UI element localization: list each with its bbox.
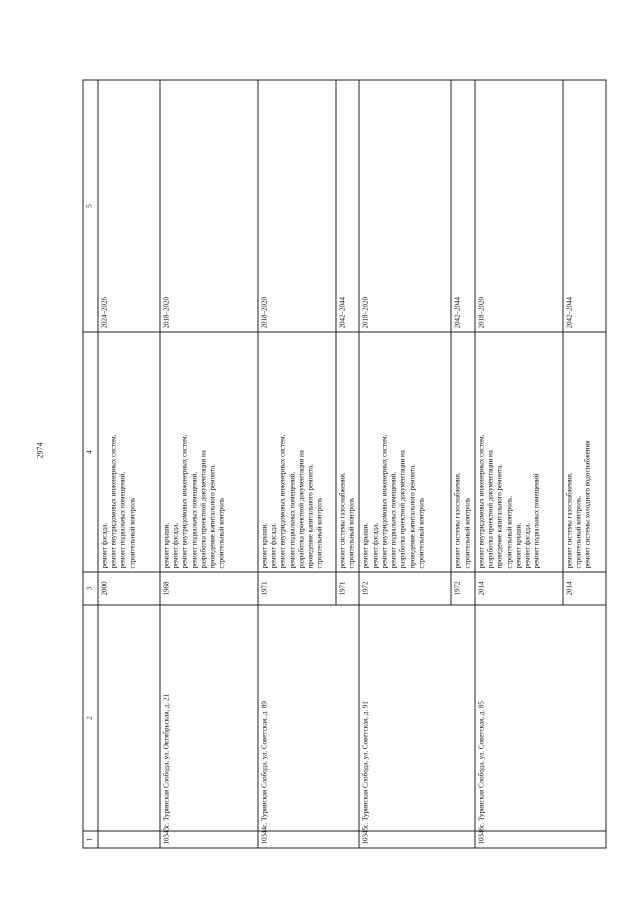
work-line: ремонт подвальных помещений: [532, 473, 541, 568]
year-cell: 1971: [336, 572, 359, 605]
works-cell: [562, 332, 605, 572]
address-cell: с. Туринская Слобода, ул. Советская, д. 89: [258, 605, 359, 831]
work-line: строительный контроль: [217, 497, 226, 568]
work-line: проведение капитального ремонта,: [495, 463, 504, 568]
work-line: ремонт крыши,: [513, 522, 522, 568]
page-number: 2974: [35, 442, 45, 459]
period-cell: 2042–2044: [562, 80, 605, 332]
works-cell: [336, 332, 359, 572]
row-number-cell: 10344.: [258, 831, 359, 848]
work-line: проведение капитального ремонта,: [407, 463, 416, 568]
work-line: строительный контроль: [315, 497, 324, 568]
work-line: ремонт фасада,: [523, 522, 532, 568]
work-line: ремонт системы газоснабжения,: [338, 471, 346, 568]
work-line: ремонт крыши,: [162, 522, 170, 568]
work-line: ремонт фасада,: [269, 522, 278, 568]
column-header-3: 3: [83, 572, 98, 605]
work-line: ремонт внутридомовых инженерных систем,: [379, 434, 388, 568]
work-line: разработка проектной документации на: [296, 449, 305, 568]
column-header-4: 4: [83, 332, 98, 572]
work-line: строительный контроль,: [574, 495, 583, 568]
period-cell: 2042–2044: [336, 80, 359, 332]
address-cell: с. Туринская Слобода, ул. Октябрьская, д. 21: [160, 605, 258, 831]
works-cell: [451, 332, 474, 572]
work-line: проведение капитального ремонта,: [306, 463, 315, 568]
work-line: ремонт системы газоснабжения,: [564, 471, 573, 568]
table-row: [98, 80, 160, 848]
work-line: строительный контроль: [347, 497, 356, 568]
works-cell: [160, 332, 258, 572]
works-cell: [474, 332, 562, 572]
period-cell: 2042–2044: [451, 80, 474, 332]
work-line: ремонт внутридомовых инженерных систем,: [278, 434, 287, 568]
year-cell: 1972: [359, 572, 451, 605]
address-cell: с. Туринская Слобода, ул. Советская, д. 85: [474, 605, 605, 831]
column-number-row: [83, 80, 98, 848]
row-number-cell: 10343.: [160, 831, 258, 848]
work-line: строительный контроль: [462, 497, 471, 568]
work-line: ремонт внутридомовых инженерных систем,: [109, 434, 118, 568]
works-cell: [359, 332, 451, 572]
work-line: строительный контроль,: [504, 495, 513, 568]
work-line: ремонт фасада,: [100, 522, 108, 568]
table-wrapper: [82, 80, 599, 848]
work-line: разработка проектной документации на: [198, 449, 207, 568]
table-row: [474, 80, 562, 848]
work-line: ремонт подвальных помещений,: [118, 471, 127, 568]
row-number-cell: 10345.: [359, 831, 474, 848]
work-line: ремонт системы холодного водоснабжения: [583, 440, 592, 568]
year-cell: 1972: [451, 572, 474, 605]
works-cell: [98, 332, 160, 572]
year-cell: 2000: [98, 572, 160, 605]
work-line: ремонт системы газоснабжения,: [453, 471, 462, 568]
work-line: строительный контроль: [416, 497, 425, 568]
work-line: ремонт подвальных помещений,: [287, 471, 296, 568]
address-cell: [98, 605, 160, 831]
table-row: [160, 80, 258, 848]
year-cell: 2014: [474, 572, 562, 605]
row-number-cell: [98, 831, 160, 848]
period-cell: 2018–2020: [160, 80, 258, 332]
works-cell: [258, 332, 336, 572]
period-cell: 2018–2020: [359, 80, 451, 332]
rotated-table-container: [82, 80, 599, 848]
work-line: ремонт подвальных помещений,: [389, 471, 398, 568]
work-line: строительный контроль: [127, 497, 136, 568]
work-line: ремонт крыши,: [361, 522, 370, 568]
period-cell: 2024–2026: [98, 80, 160, 332]
year-cell: 2014: [562, 572, 605, 605]
year-cell: 1968: [160, 572, 258, 605]
period-cell: 2018–2020: [258, 80, 336, 332]
repair-schedule-table: [82, 79, 606, 848]
column-header-1: 1: [83, 831, 98, 848]
work-line: ремонт фасада,: [370, 522, 379, 568]
period-cell: 2018–2020: [474, 80, 562, 332]
address-cell: с. Туринская Слобода, ул. Советская, д. 91: [359, 605, 474, 831]
work-line: ремонт фасада,: [171, 522, 180, 568]
table-row: [258, 80, 336, 848]
work-line: ремонт подвальных помещений,: [189, 471, 198, 568]
work-line: ремонт внутридомовых инженерных систем,: [180, 434, 189, 568]
column-header-2: 2: [83, 605, 98, 831]
work-line: проведение капитального ремонта,: [208, 463, 217, 568]
table-row: [359, 80, 451, 848]
work-line: разработка проектной документации на: [486, 449, 495, 568]
year-cell: 1971: [258, 572, 336, 605]
work-line: ремонт внутридомовых инженерных систем,: [476, 434, 485, 568]
work-line: ремонт крыши,: [260, 522, 268, 568]
row-number-cell: 10346.: [474, 831, 605, 848]
column-header-5: 5: [83, 80, 98, 332]
work-line: разработка проектной документации на: [398, 449, 407, 568]
